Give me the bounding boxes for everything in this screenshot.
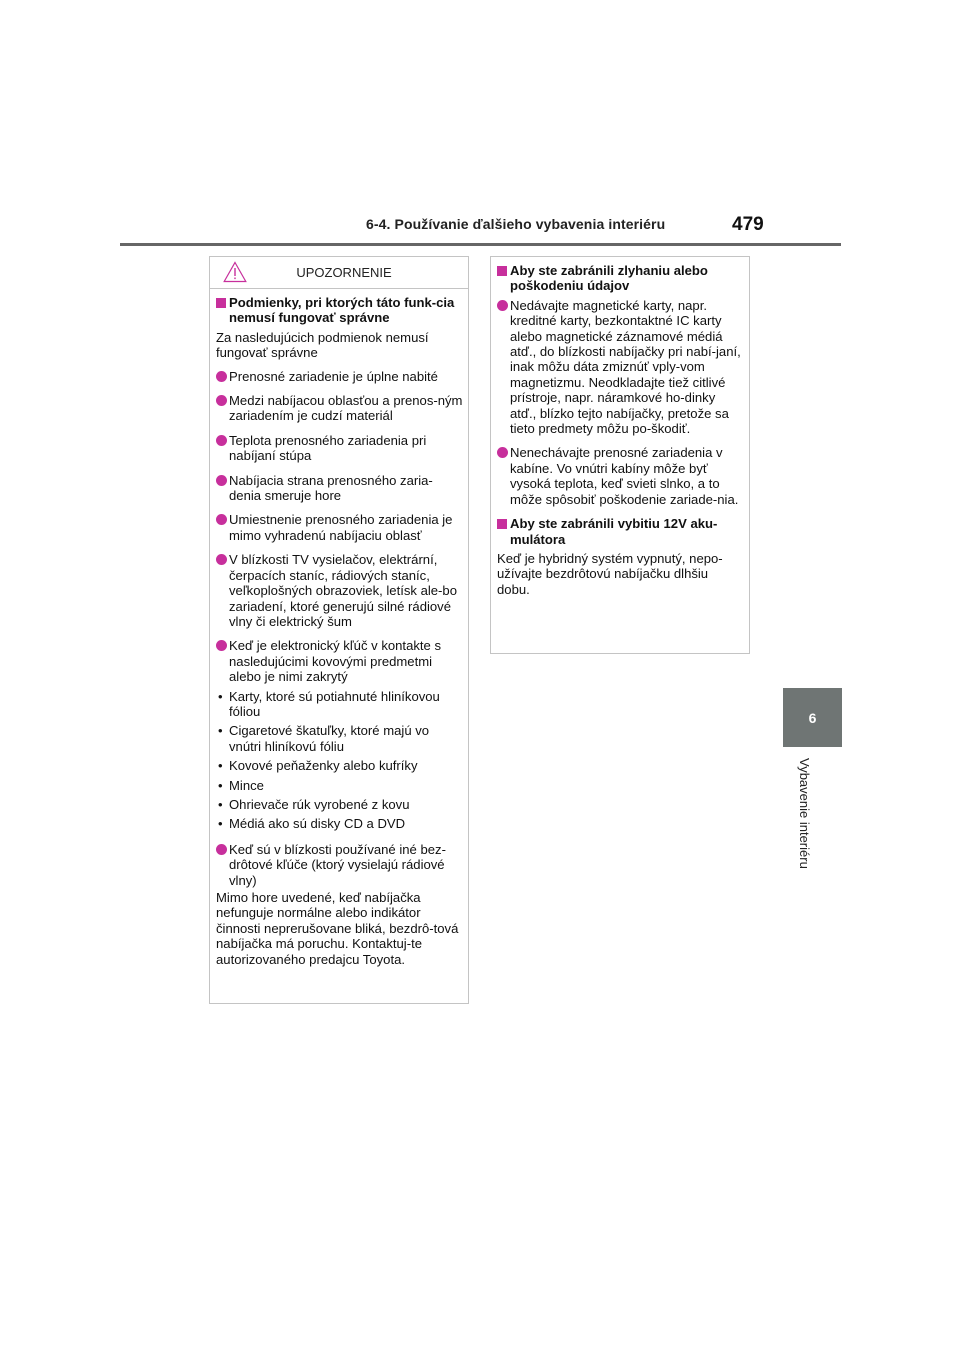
- sub-item-mark: •: [218, 723, 223, 739]
- sub-item-mark: •: [218, 688, 223, 704]
- section-heading: [497, 263, 744, 294]
- list-item: [216, 638, 463, 684]
- bullet-dot-icon: [216, 640, 227, 651]
- bullet-dot-icon: [216, 514, 227, 525]
- sub-item: [216, 758, 463, 773]
- section-square-icon: [497, 519, 507, 529]
- bullet-dot-icon: [216, 554, 227, 565]
- sub-item: [216, 778, 463, 793]
- section-heading: [497, 516, 744, 547]
- list-item: [216, 842, 463, 888]
- list-item: [497, 298, 744, 437]
- sub-item-text: Ohrievače rúk vyrobené z kovu: [229, 796, 410, 812]
- sub-item-mark: •: [218, 816, 223, 832]
- list-item-text: Keď sú v blízkosti používané iné bez-drôtové kľúče (ktorý vysielajú rádiové vlny): [229, 841, 446, 888]
- list-item: [216, 552, 463, 629]
- page-header-title: 6-4. Používanie ďalšieho vybavenia interiéru: [366, 216, 666, 232]
- caution-header: [210, 257, 468, 289]
- bullet-dot-icon: [216, 435, 227, 446]
- bullet-dot-icon: [216, 475, 227, 486]
- sub-item: [216, 689, 463, 720]
- sub-item: [216, 816, 463, 831]
- sub-item-mark: •: [218, 758, 223, 774]
- list-item-text: V blízkosti TV vysielačov, elektrární, čerpacích staníc, rádiových staníc, veľkoplošných obrazoviek, letísk ale-bo zariadení, ktoré generujú silné rádiové vlny či elektrický šum: [229, 552, 457, 629]
- page-number: 479: [732, 214, 764, 235]
- closing-paragraph: Mimo hore uvedené, keď nabíjačka nefunguje normálne alebo indikátor činnosti neprerušovane bliká, bezdrô-tová nabíjačka má poruchu. Kontaktuj-te autorizovaného predajcu Toyota.: [216, 890, 459, 967]
- caution-content: [210, 289, 468, 967]
- sub-item-text: Karty, ktoré sú potiahnuté hliníkovou fóliou: [229, 688, 440, 719]
- section-text: Keď je hybridný systém vypnutý, nepo-užívajte bezdrôtovú nabíjačku dlhšiu dobu.: [497, 550, 723, 597]
- list-item-text: Nenechávajte prenosné zariadenia v kabíne. Vo vnútri kabíny môže byť vysoká teplota, keď svieti slnko, a to môže spôsobiť poškodenie zariade-nia.: [510, 445, 739, 507]
- caution-label: UPOZORNENIE: [296, 265, 392, 280]
- list-item-text: Nedávajte magnetické karty, napr. kreditné karty, bezkontaktné IC karty alebo magnetické záznamové médiá atď., do blízkosti nabíjačky pri nabí-janí, inak môžu dáta zmiznúť vply-vom magnetizmu. Neodkladajte tiež citlivé prístroje, napr. náramkové ho-dinky atď., blízko tejto nabíjačky, pretože sa tieto predmety môžu po-škodiť.: [510, 297, 741, 437]
- list-item: [216, 369, 463, 384]
- header-rule: [120, 243, 841, 246]
- section-title: Aby ste zabránili zlyhaniu alebo poškodeniu údajov: [510, 263, 708, 294]
- section-heading: [216, 295, 463, 326]
- list-item: [216, 473, 463, 504]
- sub-item-text: Mince: [229, 777, 264, 793]
- list-item: [216, 433, 463, 464]
- sub-item-mark: •: [218, 777, 223, 793]
- list-item-text: Umiestnenie prenosného zariadenia je mimo vyhradenú nabíjaciu oblasť: [229, 512, 453, 543]
- sub-item-text: Kovové peňaženky alebo kufríky: [229, 758, 418, 774]
- bullet-dot-icon: [497, 300, 508, 311]
- section-intro: Za nasledujúcich podmienok nemusí fungovať správne: [216, 329, 429, 361]
- list-item: [216, 512, 463, 543]
- chapter-side-label: Vybavenie interiéru: [797, 758, 812, 869]
- list-item: [216, 393, 463, 424]
- sub-item: [216, 797, 463, 812]
- chapter-tab: 6: [783, 688, 842, 747]
- caution-box-continued: [490, 256, 750, 654]
- caution-box: [209, 256, 469, 1004]
- bullet-dot-icon: [497, 447, 508, 458]
- list-item: [497, 445, 744, 507]
- section-square-icon: [497, 266, 507, 276]
- list-item-text: Prenosné zariadenie je úplne nabité: [229, 368, 438, 384]
- section-title: Podmienky, pri ktorých táto funk-cia nemusí fungovať správne: [229, 295, 455, 326]
- list-item-text: Medzi nabíjacou oblasťou a prenos-ným zariadením je cudzí materiál: [229, 393, 463, 424]
- bullet-dot-icon: [216, 395, 227, 406]
- list-item-text: Keď je elektronický kľúč v kontakte s nasledujúcimi kovovými predmetmi alebo je nimi zakrytý: [229, 638, 441, 685]
- section-square-icon: [216, 298, 226, 308]
- sub-item-text: Médiá ako sú disky CD a DVD: [229, 816, 406, 832]
- sub-item-text: Cigaretové škatuľky, ktoré majú vo vnútri hliníkovú fóliu: [229, 723, 430, 754]
- caution-content-continued: [491, 257, 749, 597]
- sub-item-mark: •: [218, 796, 223, 812]
- section-title: Aby ste zabránili vybitiu 12V aku-mulátora: [510, 516, 718, 547]
- list-item-text: Nabíjacia strana prenosného zaria-denia smeruje hore: [229, 472, 433, 504]
- list-item-text: Teplota prenosného zariadenia pri nabíjaní stúpa: [229, 432, 427, 464]
- bullet-dot-icon: [216, 371, 227, 382]
- sub-item: [216, 723, 463, 754]
- bullet-dot-icon: [216, 844, 227, 855]
